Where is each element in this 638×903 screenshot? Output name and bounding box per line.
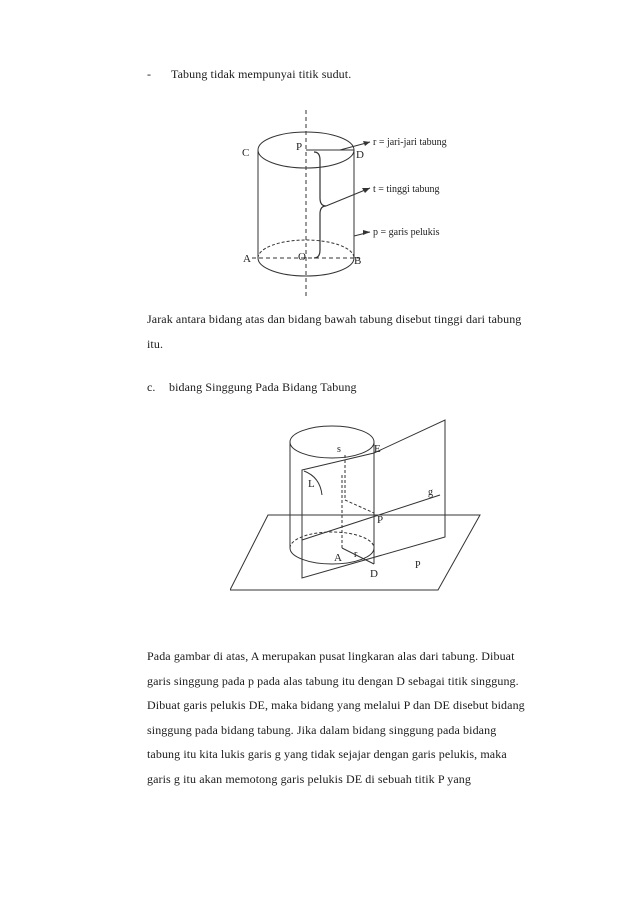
paragraph2-line: Dibuat garis pelukis DE, maka bidang yang melalui P dan DE disebut bidang [147,698,525,712]
paragraph2-line: Pada gambar di atas, A merupakan pusat lingkaran alas dari tabung. Dibuat [147,649,515,663]
label2-P: P [377,514,384,526]
label-P: P [296,141,303,153]
label2-r: r [354,549,358,560]
label2-A: A [334,552,342,564]
cylinder-figure [230,110,500,300]
cylinder-bottom-back [258,240,354,258]
paragraph1-line1: Jarak antara bidang atas dan bidang bawah tabung disebut tinggi dari tabung [147,312,522,326]
label-O: O [298,251,306,263]
cyl2-top [290,426,374,458]
paragraph2 [147,649,525,796]
label-C: C [242,147,250,159]
label2-g: g [428,487,433,498]
cyl2-bottom-front [290,548,374,564]
label-B: B [354,255,362,267]
label-t: t = tinggi tabung [373,184,440,195]
bullet-dash: - [147,67,152,81]
label-D: D [356,149,364,161]
dash-to-P [345,500,374,513]
label2-D: D [370,568,378,580]
section-title: bidang Singgung Pada Bidang Tabung [169,380,357,394]
label2-p: P [415,560,421,571]
paragraph2-line: tabung itu kita lukis garis g yang tidak sejajar dengan garis pelukis, maka [147,747,507,761]
label-p: p = garis pelukis [373,227,440,238]
label2-E: E [374,443,381,455]
line-g [302,495,440,540]
paragraph2-line: garis g itu akan memotong garis pelukis DE di sebuah titik P yang [147,771,472,786]
label2-s: s [337,444,341,455]
tangent-plane-figure [230,415,490,605]
paragraph2-line: singgung pada bidang tabung. Jika dalam bidang singgung pada bidang [147,722,497,737]
paragraph2-line: garis singgung pada p pada alas tabung itu dengan D sebagai titik singgung. [147,673,519,688]
label-A: A [243,253,251,265]
label2-L: L [308,478,315,490]
section-letter: c. [147,380,156,394]
arrow-t [326,188,370,206]
bullet-text: Tabung tidak mempunyai titik sudut. [171,67,352,81]
paragraph1-line2: itu. [147,337,164,351]
label-r: r = jari-jari tabung [373,137,447,148]
